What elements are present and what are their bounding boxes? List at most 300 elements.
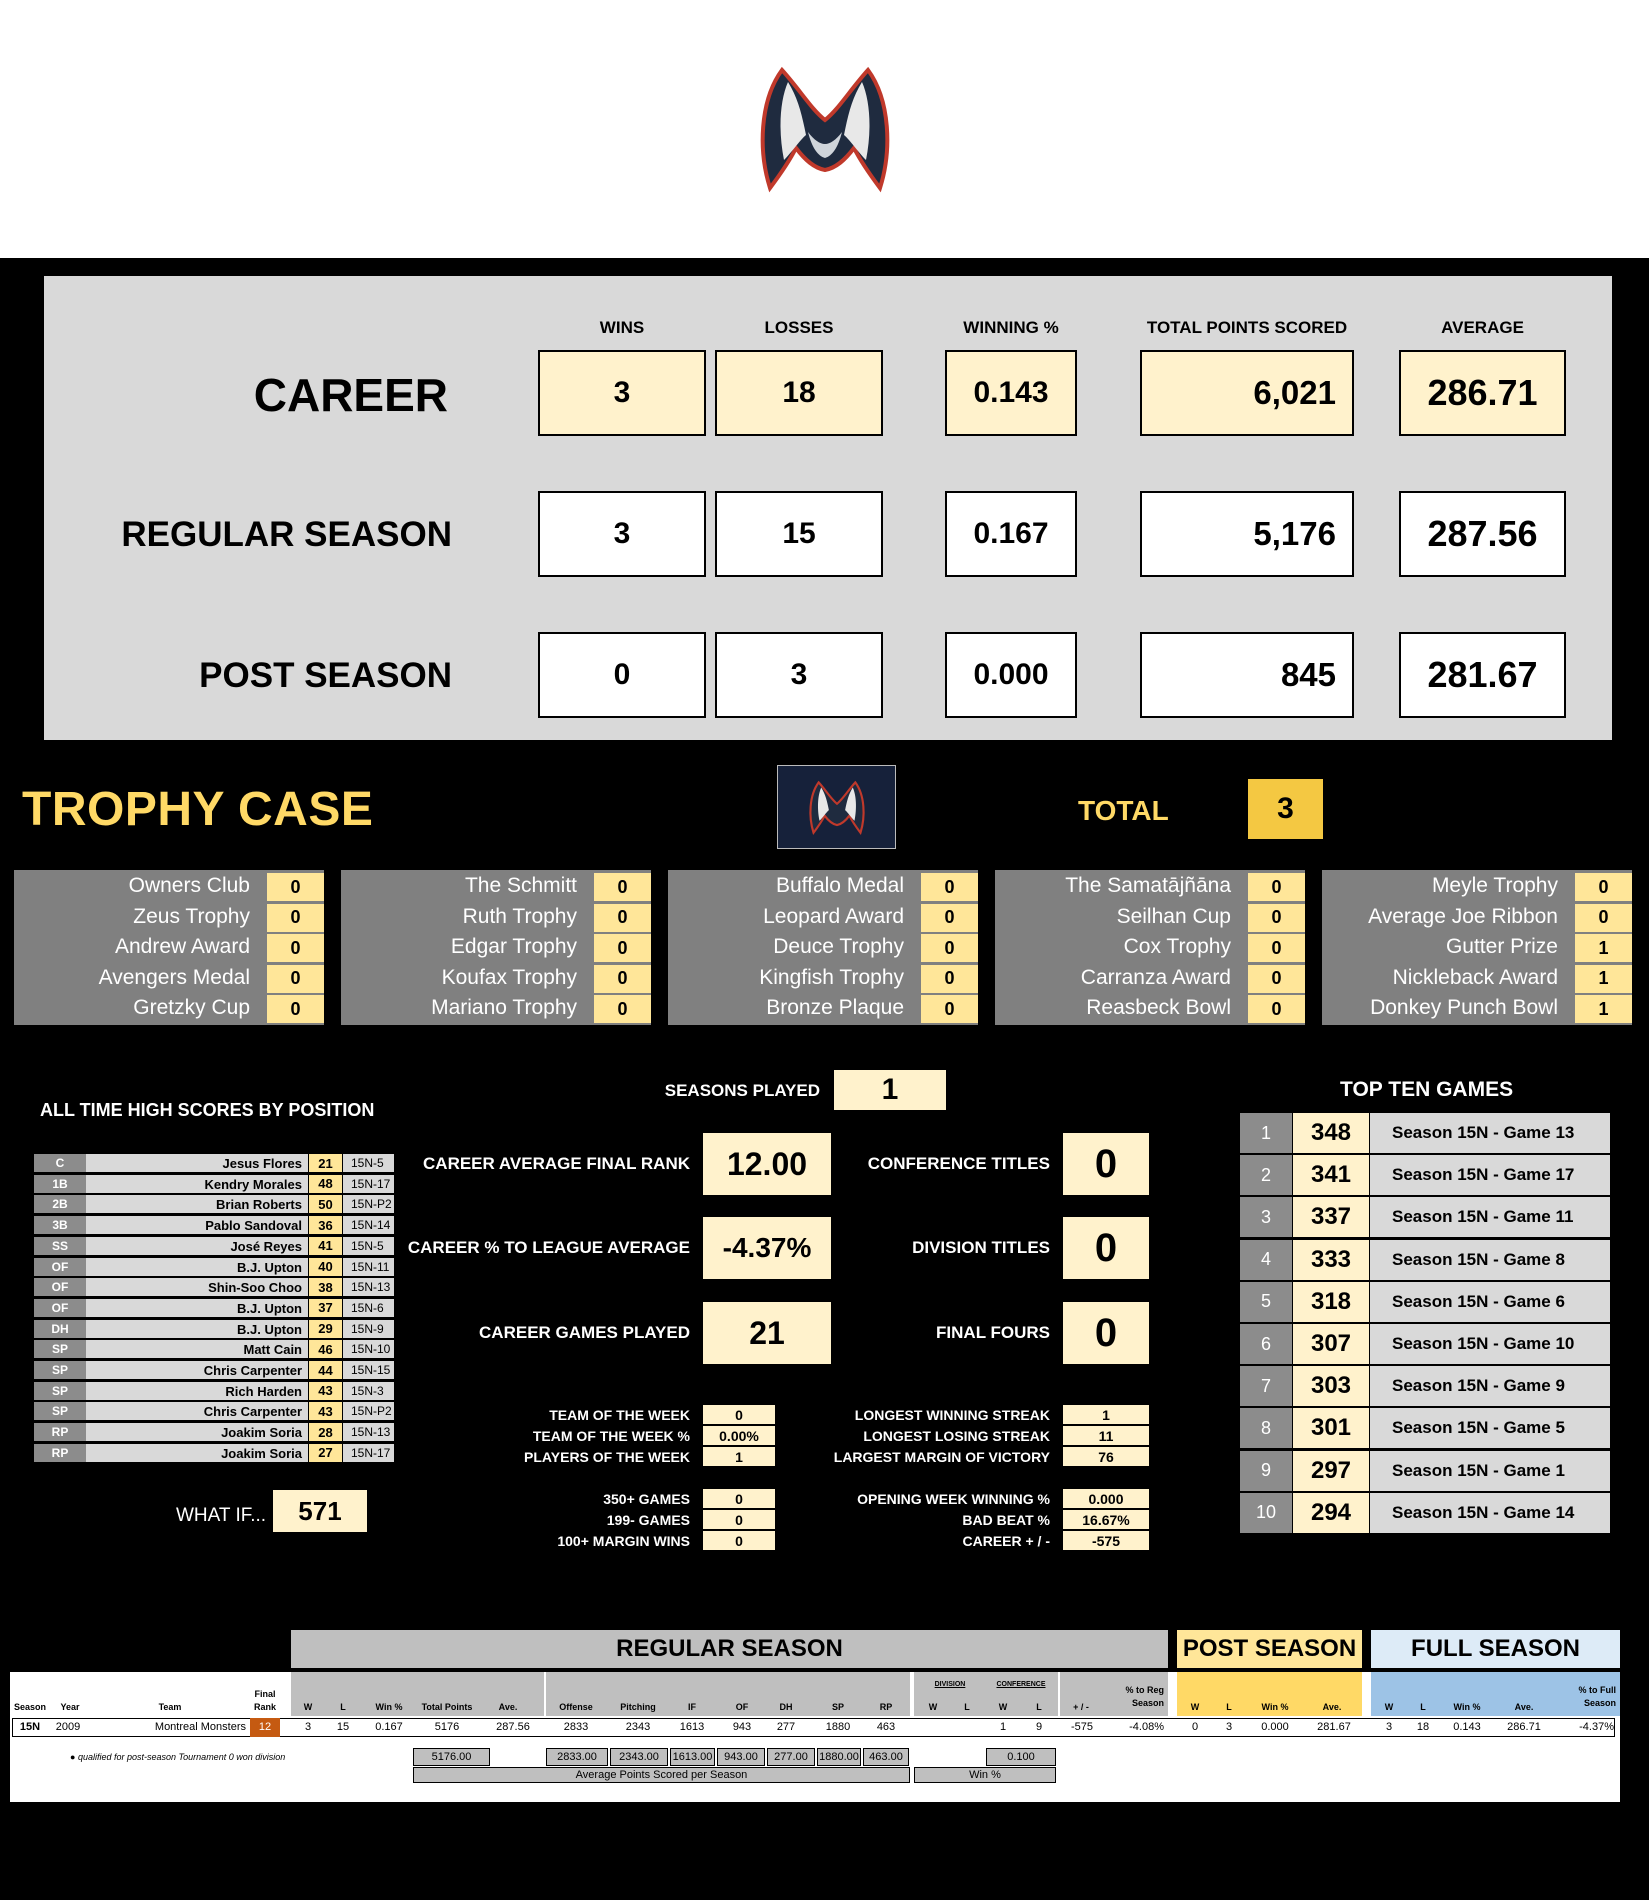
td-full-winpct: 0.143: [1453, 1721, 1481, 1733]
position-player: B.J. Upton: [86, 1258, 308, 1277]
position-row: [34, 1175, 391, 1194]
trophy-row: [995, 994, 1305, 1024]
position-score: 27: [308, 1444, 342, 1463]
col-head-winpct: WINNING %: [963, 318, 1059, 337]
td-offense: 2833: [563, 1721, 589, 1733]
top-game-score: 337: [1293, 1197, 1369, 1237]
post-total: 845: [1140, 632, 1354, 718]
position-code: SP: [34, 1402, 86, 1421]
winpct-average: 0.100: [986, 1748, 1056, 1766]
th-post-winpct: Win %: [1261, 1702, 1289, 1712]
top-game-row: [1240, 1408, 1610, 1448]
position-row: [34, 1320, 384, 1339]
top-game-row: [1240, 1324, 1610, 1364]
th-plus-minus: + / -: [1073, 1702, 1089, 1712]
position-game: 15N-9: [342, 1320, 394, 1339]
trophy-name: Donkey Punch Bowl: [1370, 996, 1558, 1019]
td-full-l: 18: [1416, 1721, 1430, 1733]
position-score: 40: [308, 1258, 342, 1277]
full-season-band: FULL SEASON: [1371, 1630, 1620, 1668]
position-game: 15N-P2: [342, 1402, 394, 1421]
top-game-label: Season 15N - Game 10: [1370, 1324, 1610, 1364]
trophy-count: 0: [1248, 904, 1305, 932]
trophy-name: Nickleback Award: [1392, 965, 1558, 989]
position-player: Chris Carpenter: [86, 1361, 308, 1380]
position-score: 37: [308, 1299, 342, 1318]
trophy-name: Buffalo Medal: [775, 874, 904, 897]
trophy-row: [995, 903, 1305, 933]
trophy-row: [668, 994, 978, 1024]
position-game: 15N-3: [342, 1382, 394, 1401]
position-code: SS: [34, 1237, 86, 1256]
position-score: 29: [308, 1320, 342, 1339]
td-final-rank: 12: [250, 1718, 280, 1737]
th-offense: Offense: [559, 1702, 593, 1712]
position-game: 15N-15: [342, 1361, 394, 1380]
top-game-label: Season 15N - Game 5: [1370, 1408, 1610, 1448]
season-average-value: 1880.00: [817, 1748, 861, 1766]
trophy-row: [341, 872, 651, 902]
td-post-winpct: 0.000: [1261, 1721, 1289, 1733]
trophy-count: 1: [1575, 995, 1632, 1023]
position-code: OF: [34, 1278, 86, 1297]
top-game-score: 341: [1293, 1155, 1369, 1195]
small-stat-label: PLAYERS OF THE WEEK: [524, 1449, 690, 1465]
th-winpct: Win %: [375, 1702, 403, 1712]
position-score: 41: [308, 1237, 342, 1256]
regular-season-band: REGULAR SEASON: [291, 1630, 1168, 1668]
whatif-label: WHAT IF...: [176, 1505, 267, 1526]
td-total-points: 5176: [434, 1721, 460, 1733]
small-stat-label: TEAM OF THE WEEK %: [532, 1428, 690, 1444]
position-code: 2B: [34, 1195, 86, 1214]
trophy-count: 0: [921, 995, 978, 1023]
regular-average: 287.56: [1399, 491, 1566, 577]
position-player: José Reyes: [86, 1237, 308, 1256]
trophy-row: [668, 964, 978, 994]
top-game-score: 297: [1293, 1451, 1369, 1491]
trophy-row: [1322, 994, 1632, 1024]
position-player: Joakim Soria: [86, 1423, 308, 1442]
position-score: 43: [308, 1382, 342, 1401]
trophy-row: [1322, 964, 1632, 994]
th-l: L: [340, 1702, 346, 1712]
trophy-name: Gutter Prize: [1445, 935, 1558, 958]
trophy-count: 1: [1575, 934, 1632, 962]
season-footnote-text: qualified for post-season Tournament 0 won division: [77, 1752, 286, 1762]
th-post-w: W: [1190, 1702, 1200, 1712]
trophy-row: [995, 872, 1305, 902]
trophy-row: [1322, 872, 1632, 902]
seasons-played-label: SEASONS PLAYED: [664, 1081, 820, 1100]
position-score: 38: [308, 1278, 342, 1297]
th-conf-w: W: [998, 1702, 1008, 1712]
position-player: Shin-Soo Choo: [86, 1278, 308, 1297]
trophy-name: Bronze Plaque: [766, 996, 904, 1019]
position-row: [34, 1340, 391, 1359]
career-wins: 3: [538, 350, 706, 436]
regular-wins: 3: [538, 491, 706, 577]
trophy-name: Koufax Trophy: [441, 965, 577, 989]
td-full-w: 3: [1385, 1721, 1393, 1733]
whatif-value: 571: [273, 1490, 367, 1532]
div-titles: 0: [1063, 1217, 1149, 1279]
td-post-ave: 281.67: [1317, 1721, 1351, 1733]
position-code: RP: [34, 1444, 86, 1463]
trophy-name: Ruth Trophy: [462, 904, 577, 928]
td-sp: 1880: [825, 1721, 851, 1733]
post-wins: 0: [538, 632, 706, 718]
trophy-name: Carranza Award: [1080, 965, 1231, 989]
seasons-played: 1: [834, 1070, 946, 1110]
small-stat-value: -575: [1063, 1531, 1149, 1551]
position-row: [34, 1402, 392, 1421]
top-game-label: Season 15N - Game 8: [1370, 1240, 1610, 1280]
td-w: 3: [304, 1721, 312, 1733]
div-titles-label: DIVISION TITLES: [912, 1238, 1050, 1257]
small-stat-label: TEAM OF THE WEEK: [549, 1407, 690, 1423]
season-average-value: 463.00: [863, 1748, 909, 1766]
position-row: [34, 1444, 391, 1463]
top-game-label: Season 15N - Game 11: [1370, 1197, 1610, 1237]
top-game-label: Season 15N - Game 6: [1370, 1282, 1610, 1322]
trophy-count: 0: [267, 995, 324, 1023]
trophy-count: 0: [1575, 904, 1632, 932]
trophy-total-label: TOTAL: [1078, 795, 1169, 826]
small-stat-value: 0.000: [1063, 1489, 1149, 1509]
top-game-row: [1240, 1155, 1610, 1195]
td-l: 15: [336, 1721, 350, 1733]
col-head-wins: WINS: [599, 318, 645, 337]
trophy-count: 0: [267, 965, 324, 993]
small-stat-value: 0: [703, 1489, 775, 1509]
top-game-label: Season 15N - Game 1: [1370, 1451, 1610, 1491]
top-game-rank: 8: [1240, 1408, 1292, 1448]
td-pitching: 2343: [625, 1721, 651, 1733]
conf-titles: 0: [1063, 1133, 1149, 1195]
career-games-label: CAREER GAMES PLAYED: [479, 1323, 690, 1342]
position-player: B.J. Upton: [86, 1320, 308, 1339]
trophy-count: 0: [921, 965, 978, 993]
small-stat-value: 1: [703, 1447, 775, 1467]
trophy-count: 0: [594, 965, 651, 993]
td-season: 15N: [19, 1721, 41, 1733]
col-head-total: TOTAL POINTS SCORED: [1146, 318, 1348, 337]
season-footnote: ● qualified for post-season Tournament 0 won division: [70, 1752, 286, 1762]
trophy-count: 0: [1248, 934, 1305, 962]
trophy-name: Avengers Medal: [98, 965, 250, 989]
trophy-name: Cox Trophy: [1123, 935, 1231, 958]
trophy-row: [14, 903, 324, 933]
small-stat-label: 350+ GAMES: [603, 1491, 690, 1507]
final-fours: 0: [1063, 1302, 1149, 1364]
position-code: 3B: [34, 1216, 86, 1235]
small-stat-label: LARGEST MARGIN OF VICTORY: [833, 1449, 1050, 1465]
th-conference: CONFERENCE: [996, 1681, 1046, 1688]
position-code: SP: [34, 1361, 86, 1380]
post-season-band: POST SEASON: [1177, 1630, 1362, 1668]
position-row: [34, 1382, 384, 1401]
top-game-score: 333: [1293, 1240, 1369, 1280]
trophy-case-title: TROPHY CASE: [22, 783, 374, 836]
position-score: 21: [308, 1154, 342, 1173]
position-player: B.J. Upton: [86, 1299, 308, 1318]
trophy-name: Gretzky Cup: [133, 996, 250, 1019]
trophy-count: 0: [594, 995, 651, 1023]
trophy-name: Kingfish Trophy: [759, 965, 904, 989]
small-stat-value: 16.67%: [1063, 1510, 1149, 1530]
trophy-row: [668, 933, 978, 963]
trophy-row: [668, 872, 978, 902]
trophy-count: 0: [267, 904, 324, 932]
position-score: 46: [308, 1340, 342, 1359]
position-row: [34, 1154, 384, 1173]
position-code: RP: [34, 1423, 86, 1442]
top-game-rank: 1: [1240, 1113, 1292, 1153]
top-game-label: Season 15N - Game 17: [1370, 1155, 1610, 1195]
trophy-group: [1322, 870, 1632, 1025]
td-full-ave: 286.71: [1507, 1721, 1541, 1733]
th-pitching: Pitching: [620, 1702, 656, 1712]
position-row: [34, 1216, 391, 1235]
position-player: Kendry Morales: [86, 1175, 308, 1194]
season-average-value: 277.00: [767, 1748, 815, 1766]
th-div-l: L: [964, 1702, 970, 1712]
trophy-row: [341, 994, 651, 1024]
position-row: [34, 1258, 390, 1277]
position-row: [34, 1299, 384, 1318]
small-stat-value: 0: [703, 1405, 775, 1425]
position-code: SP: [34, 1382, 86, 1401]
trophy-count: 0: [921, 934, 978, 962]
post-average: 281.67: [1399, 632, 1566, 718]
trophy-group: [14, 870, 324, 1025]
trophy-count: 0: [267, 934, 324, 962]
top-game-rank: 10: [1240, 1493, 1292, 1533]
col-head-average: AVERAGE: [1441, 318, 1524, 337]
position-code: SP: [34, 1340, 86, 1359]
small-stat-label: 100+ MARGIN WINS: [557, 1533, 690, 1549]
position-score: 50: [308, 1195, 342, 1214]
averages-label: Average Points Scored per Season: [413, 1767, 910, 1783]
small-stat-label: OPENING WEEK WINNING %: [857, 1491, 1050, 1507]
top-game-row: [1240, 1282, 1610, 1322]
trophy-name: Leopard Award: [763, 904, 904, 928]
trophy-name: The Samatājñāna: [1065, 874, 1231, 897]
position-game: 15N-5: [342, 1154, 394, 1173]
position-row: [34, 1278, 391, 1297]
position-code: 1B: [34, 1175, 86, 1194]
top-game-rank: 6: [1240, 1324, 1292, 1364]
position-code: C: [34, 1154, 86, 1173]
monsters-logo: [750, 60, 900, 200]
td-if: 1613: [679, 1721, 705, 1733]
position-player: Jesus Flores: [86, 1154, 308, 1173]
conf-titles-label: CONFERENCE TITLES: [867, 1154, 1050, 1173]
td-rp: 463: [876, 1721, 896, 1733]
small-stat-value: 76: [1063, 1447, 1149, 1467]
season-average-value: 5176.00: [413, 1748, 490, 1766]
row-label-career: CAREER: [253, 369, 448, 421]
trophy-group: [995, 870, 1305, 1025]
trophy-name: Meyle Trophy: [1431, 874, 1558, 897]
career-avg-rank: 12.00: [703, 1133, 831, 1195]
top-game-score: 301: [1293, 1408, 1369, 1448]
season-average-value: 2343.00: [610, 1748, 668, 1766]
td-conf-l: 9: [1035, 1721, 1043, 1733]
trophy-name: Andrew Award: [114, 935, 250, 958]
td-pct-reg: -4.08%: [1129, 1721, 1164, 1733]
trophy-row: [668, 903, 978, 933]
small-stat-value: 11: [1063, 1426, 1149, 1446]
position-game: 15N-11: [342, 1258, 394, 1277]
position-score: 28: [308, 1423, 342, 1442]
position-code: OF: [34, 1299, 86, 1318]
trophy-count: 0: [594, 934, 651, 962]
trophy-count: 0: [1248, 873, 1305, 901]
position-game: 15N-5: [342, 1237, 394, 1256]
small-stat-value: 0: [703, 1510, 775, 1530]
regular-losses: 15: [715, 491, 883, 577]
td-post-l: 3: [1225, 1721, 1233, 1733]
top-ten-title: TOP TEN GAMES: [1340, 1078, 1514, 1101]
th-sp: SP: [831, 1702, 844, 1712]
th-pct-reg: % to Reg Season: [1125, 1685, 1164, 1708]
td-ave: 287.56: [496, 1721, 530, 1733]
th-full-l: L: [1420, 1702, 1426, 1712]
trophy-row: [14, 933, 324, 963]
th-full-winpct: Win %: [1453, 1702, 1481, 1712]
career-total: 6,021: [1140, 350, 1354, 436]
top-game-rank: 9: [1240, 1451, 1292, 1491]
top-game-rank: 5: [1240, 1282, 1292, 1322]
top-game-label: Season 15N - Game 9: [1370, 1366, 1610, 1406]
trophy-name: Deuce Trophy: [773, 935, 904, 958]
td-pct-full: -4.37%: [1579, 1721, 1614, 1733]
th-final-rank: Final Rank: [253, 1689, 276, 1712]
th-year: Year: [60, 1702, 80, 1712]
final-fours-label: FINAL FOURS: [936, 1323, 1050, 1342]
td-year: 2009: [55, 1721, 81, 1733]
row-label-post: POST SEASON: [199, 656, 452, 695]
top-game-row: [1240, 1451, 1610, 1491]
th-division: DIVISION: [934, 1681, 966, 1688]
position-code: OF: [34, 1258, 86, 1277]
position-code: DH: [34, 1320, 86, 1339]
regular-total: 5,176: [1140, 491, 1354, 577]
trophy-count: 0: [594, 904, 651, 932]
position-score: 43: [308, 1402, 342, 1421]
small-stat-label: 199- GAMES: [606, 1512, 690, 1528]
th-conf-l: L: [1036, 1702, 1042, 1712]
th-ave: Ave.: [498, 1702, 518, 1712]
trophy-name: Seilhan Cup: [1116, 904, 1231, 928]
position-player: Matt Cain: [86, 1340, 308, 1359]
small-stat-label: LONGEST WINNING STREAK: [854, 1407, 1050, 1423]
td-plus-minus: -575: [1070, 1721, 1094, 1733]
trophy-row: [995, 964, 1305, 994]
career-pct: -4.37%: [703, 1217, 831, 1279]
trophy-row: [14, 964, 324, 994]
position-game: 15N-10: [342, 1340, 394, 1359]
career-winpct: 0.143: [945, 350, 1077, 436]
trophy-name: Mariano Trophy: [431, 996, 577, 1019]
career-losses: 18: [715, 350, 883, 436]
trophy-count: 1: [1575, 965, 1632, 993]
position-game: 15N-17: [342, 1175, 394, 1194]
season-average-value: 1613.00: [670, 1748, 715, 1766]
trophy-logo: [777, 765, 896, 849]
top-game-row: [1240, 1366, 1610, 1406]
top-game-row: [1240, 1197, 1610, 1237]
th-full-ave: Ave.: [1514, 1702, 1534, 1712]
td-winpct: 0.167: [375, 1721, 403, 1733]
position-player: Brian Roberts: [86, 1195, 308, 1214]
td-conf-w: 1: [999, 1721, 1007, 1733]
trophy-name: Zeus Trophy: [133, 904, 250, 928]
position-game: 15N-14: [342, 1216, 394, 1235]
th-dh: DH: [779, 1702, 793, 1712]
regular-winpct: 0.167: [945, 491, 1077, 577]
position-player: Joakim Soria: [86, 1444, 308, 1463]
position-game: 15N-17: [342, 1444, 394, 1463]
top-game-label: Season 15N - Game 14: [1370, 1493, 1610, 1533]
trophy-row: [341, 964, 651, 994]
position-row: [34, 1195, 392, 1214]
th-if: IF: [688, 1702, 696, 1712]
top-game-score: 318: [1293, 1282, 1369, 1322]
top-game-rank: 7: [1240, 1366, 1292, 1406]
post-losses: 3: [715, 632, 883, 718]
th-post-ave: Ave.: [1322, 1702, 1342, 1712]
season-average-value: 2833.00: [546, 1748, 608, 1766]
position-row: [34, 1423, 391, 1442]
top-game-rank: 3: [1240, 1197, 1292, 1237]
position-score: 44: [308, 1361, 342, 1380]
career-average: 286.71: [1399, 350, 1566, 436]
position-player: Chris Carpenter: [86, 1402, 308, 1421]
th-rp: RP: [879, 1702, 893, 1712]
top-game-row: [1240, 1493, 1610, 1533]
trophy-total: 3: [1248, 779, 1323, 839]
th-div-w: W: [928, 1702, 938, 1712]
top-game-row: [1240, 1113, 1610, 1153]
td-team: Montreal Monsters: [154, 1721, 246, 1733]
td-dh: 277: [776, 1721, 796, 1733]
trophy-name: The Schmitt: [464, 874, 577, 897]
trophy-name: Reasbeck Bowl: [1086, 996, 1231, 1019]
monsters-logo-small: [805, 778, 869, 838]
trophy-name: Average Joe Ribbon: [1368, 904, 1558, 928]
trophy-count: 0: [1248, 965, 1305, 993]
top-game-rank: 2: [1240, 1155, 1292, 1195]
career-games: 21: [703, 1302, 831, 1364]
trophy-row: [995, 933, 1305, 963]
top-game-score: 307: [1293, 1324, 1369, 1364]
top-game-row: [1240, 1240, 1610, 1280]
position-row: [34, 1361, 391, 1380]
top-game-label: Season 15N - Game 13: [1370, 1113, 1610, 1153]
th-team: Team: [158, 1702, 182, 1712]
th-pct-full: % to Full Season: [1578, 1685, 1616, 1708]
trophy-row: [1322, 933, 1632, 963]
trophy-count: 0: [1575, 873, 1632, 901]
season-average-value: 943.00: [717, 1748, 765, 1766]
position-player: Rich Harden: [86, 1382, 308, 1401]
trophy-count: 0: [594, 873, 651, 901]
career-avg-rank-label: CAREER AVERAGE FINAL RANK: [423, 1154, 690, 1173]
th-w: W: [303, 1702, 313, 1712]
